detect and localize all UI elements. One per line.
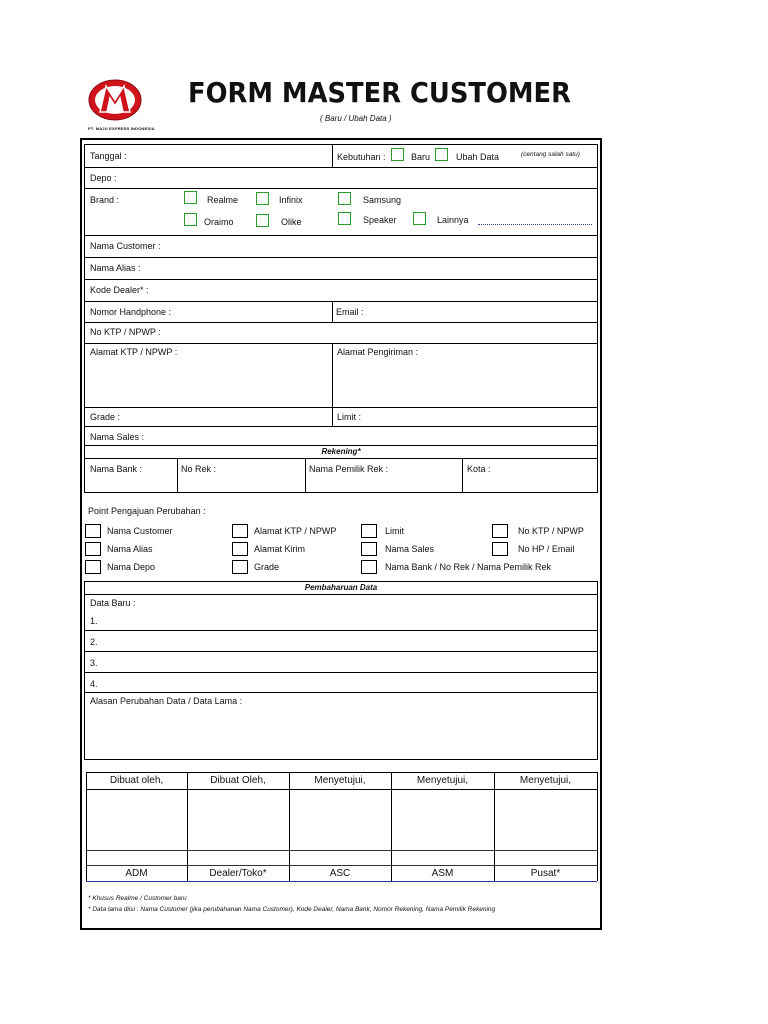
nama-bank-label: Nama Bank : xyxy=(90,464,143,474)
alamat-ktp-label: Alamat KTP / NPWP : xyxy=(90,347,178,357)
line-2-label: 2. xyxy=(90,637,98,647)
point-no-hp-label: No HP / Email xyxy=(518,544,575,554)
tanggal-label: Tanggal : xyxy=(90,151,127,161)
nama-sales-label: Nama Sales : xyxy=(90,432,145,442)
nama-alias-label: Nama Alias : xyxy=(90,263,141,273)
point-alamat-ktp-label: Alamat KTP / NPWP xyxy=(254,526,337,536)
form-subtitle: ( Baru / Ubah Data ) xyxy=(320,114,392,123)
row-data-baru-2 xyxy=(84,630,598,652)
sig-asm: ASM xyxy=(431,868,454,879)
point-nama-bank-checkbox[interactable] xyxy=(361,560,377,574)
sig-menyetujui-2: Menyetujui, xyxy=(416,775,469,786)
brand-label: Brand : xyxy=(90,195,120,205)
rekening-header: Rekening* xyxy=(321,447,361,456)
ubah-checkbox[interactable] xyxy=(435,148,448,161)
sig-adm: ADM xyxy=(125,868,148,879)
note-2: * Data lama diisi : Nama Customer (jika perubahanan Nama Customer), Kode Dealer, Nama Bank, Nomor Rekening, Nama Pemilik Rekening xyxy=(88,906,496,913)
brand-samsung-checkbox[interactable] xyxy=(338,192,351,205)
nama-customer-label: Nama Customer : xyxy=(90,241,161,251)
alasan-label: Alasan Perubahan Data / Data Lama : xyxy=(90,696,243,706)
lainnya-fill-line[interactable] xyxy=(478,224,592,225)
point-nama-alias-label: Nama Alias xyxy=(107,544,153,554)
brand-realme-label: Realme xyxy=(207,195,239,205)
brand-lainnya-label: Lainnya xyxy=(437,215,469,225)
row-data-baru-1 xyxy=(84,594,598,631)
brand-speaker-checkbox[interactable] xyxy=(338,212,351,225)
note-1: * Khusus Realme / Customer baru xyxy=(88,895,187,902)
logo-text: PT. MAJU EXPRESS INDONESIA xyxy=(88,126,155,131)
row-nama-sales xyxy=(84,426,598,446)
grade-label: Grade : xyxy=(90,412,121,422)
kebutuhan-label: Kebutuhan : xyxy=(337,152,386,162)
sig-dibuat-oleh-1: Dibuat oleh, xyxy=(109,775,164,786)
sig-menyetujui-3: Menyetujui, xyxy=(519,775,572,786)
row-data-baru-3 xyxy=(84,651,598,673)
no-ktp-label: No KTP / NPWP : xyxy=(90,327,161,337)
alamat-kirim-label: Alamat Pengiriman : xyxy=(337,347,419,357)
ubah-label: Ubah Data xyxy=(456,152,500,162)
row-depo xyxy=(84,167,598,189)
brand-lainnya-checkbox[interactable] xyxy=(413,212,426,225)
point-nama-depo-label: Nama Depo xyxy=(107,562,156,572)
point-grade-label: Grade xyxy=(254,562,280,572)
brand-samsung-label: Samsung xyxy=(363,195,402,205)
sig-menyetujui-1: Menyetujui, xyxy=(314,775,366,786)
no-rek-label: No Rek : xyxy=(181,464,217,474)
point-nama-bank-label: Nama Bank / No Rek / Nama Pemilik Rek xyxy=(385,562,552,572)
point-nama-sales-label: Nama Sales xyxy=(385,544,435,554)
point-alamat-ktp-checkbox[interactable] xyxy=(232,524,248,538)
row-nama-alias xyxy=(84,257,598,280)
point-alamat-kirim-label: Alamat Kirim xyxy=(254,544,306,554)
baru-checkbox[interactable] xyxy=(391,148,404,161)
line-1-label: 1. xyxy=(90,616,98,626)
sig-pusat: Pusat* xyxy=(530,868,561,879)
brand-realme-checkbox[interactable] xyxy=(184,191,197,204)
brand-oraimo-label: Oraimo xyxy=(204,217,234,227)
row-data-baru-4 xyxy=(84,672,598,693)
line-4-label: 4. xyxy=(90,679,98,689)
point-nama-alias-checkbox[interactable] xyxy=(85,542,101,556)
point-grade-checkbox[interactable] xyxy=(232,560,248,574)
sig-dealer-toko: Dealer/Toko* xyxy=(209,868,267,879)
point-no-ktp-label: No KTP / NPWP xyxy=(518,526,584,536)
row-nama-customer xyxy=(84,235,598,258)
kode-dealer-label: Kode Dealer* : xyxy=(90,285,149,295)
brand-infinix-label: Infinix xyxy=(279,195,303,205)
company-logo xyxy=(86,78,144,126)
depo-label: Depo : xyxy=(90,173,117,183)
sig-dibuat-oleh-2: Dibuat Oleh, xyxy=(210,775,266,786)
nomor-hp-label: Nomor Handphone : xyxy=(90,307,172,317)
sig-asc: ASC xyxy=(329,868,351,879)
point-alamat-kirim-checkbox[interactable] xyxy=(232,542,248,556)
line-3-label: 3. xyxy=(90,658,98,668)
point-nama-customer-checkbox[interactable] xyxy=(85,524,101,538)
brand-olike-label: Olike xyxy=(281,217,302,227)
point-nama-sales-checkbox[interactable] xyxy=(361,542,377,556)
point-limit-checkbox[interactable] xyxy=(361,524,377,538)
point-nama-depo-checkbox[interactable] xyxy=(85,560,101,574)
point-no-ktp-checkbox[interactable] xyxy=(492,524,508,538)
pembaharuan-header: Pembaharuan Data xyxy=(304,583,378,592)
baru-label: Baru xyxy=(411,152,431,162)
point-title: Point Pengajuan Perubahan : xyxy=(88,506,206,516)
point-nama-customer-label: Nama Customer xyxy=(107,526,173,536)
row-kode-dealer xyxy=(84,279,598,302)
email-label: Email : xyxy=(336,307,364,317)
nama-pemilik-label: Nama Pemilik Rek : xyxy=(309,464,389,474)
centang-note: (centang salah satu) xyxy=(521,151,580,158)
data-baru-label: Data Baru : xyxy=(90,598,136,608)
form-title: FORM MASTER CUSTOMER xyxy=(188,76,571,109)
limit-label: Limit : xyxy=(337,412,362,422)
point-no-hp-checkbox[interactable] xyxy=(492,542,508,556)
brand-infinix-checkbox[interactable] xyxy=(256,192,269,205)
row-no-ktp xyxy=(84,322,598,344)
point-limit-label: Limit xyxy=(385,526,405,536)
brand-olike-checkbox[interactable] xyxy=(256,214,269,227)
brand-speaker-label: Speaker xyxy=(363,215,397,225)
brand-oraimo-checkbox[interactable] xyxy=(184,213,197,226)
kota-label: Kota : xyxy=(467,464,491,474)
